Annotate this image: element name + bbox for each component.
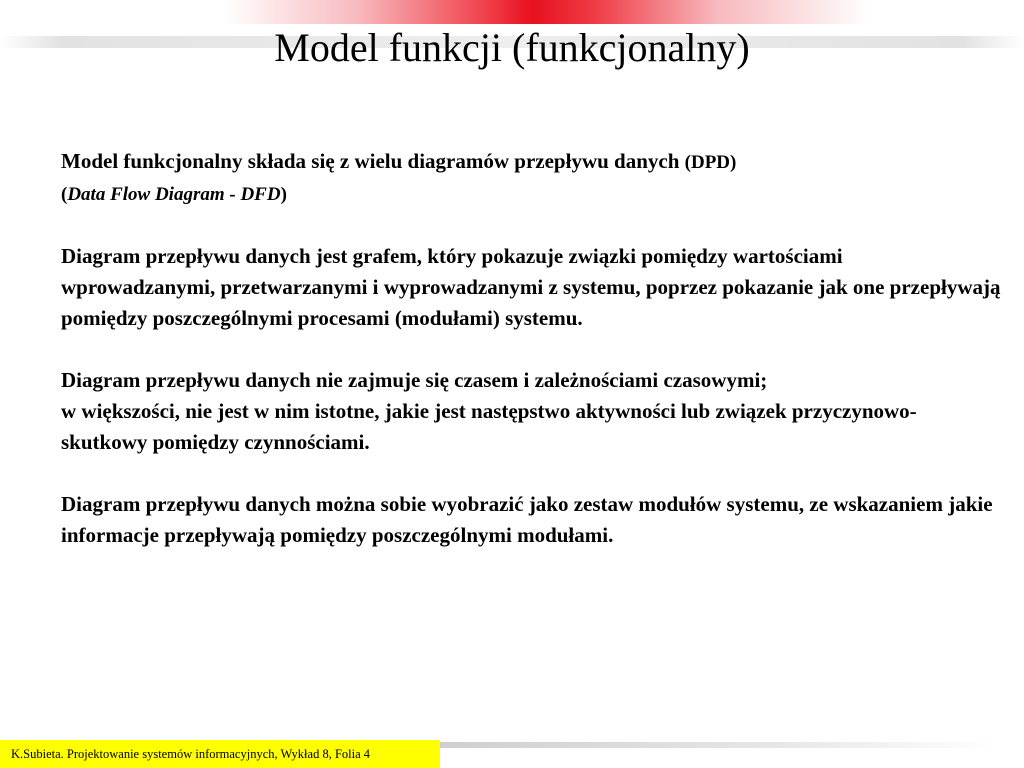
paragraph-model-definition — [61, 146, 1001, 210]
paragraph-3-line-1: Diagram przepływu danych nie zajmuje się czasem i zależnościami czasowymi; — [61, 368, 768, 392]
slide-content — [61, 146, 1001, 582]
footer-divider — [440, 742, 996, 748]
paragraph-module-set: Diagram przepływu danych można sobie wyobrazić jako zestaw modułów systemu, ze wskazaniem jakie informacje przepływają pomiędzy poszczególnymi modułami. — [61, 492, 993, 547]
paragraph-time-independence — [61, 365, 1001, 458]
english-term: Data Flow Diagram - DFD — [67, 184, 281, 205]
abbreviation-dpd: (DPD) — [684, 152, 737, 173]
paragraph-3-line-2: w większości, nie jest w nim istotne, jakie jest następstwo aktywności lub związek przyczynowo-skutkowy pomiędzy czynnościami. — [61, 399, 917, 454]
slide-title: Model funkcji (funkcjonalny) — [274, 25, 750, 70]
paragraph-diagram-graph: Diagram przepływu danych jest grafem, który pokazuje związki pomiędzy wartościami wprowadzanymi, przetwarzanymi i wyprowadzanymi z systemu, poprzez pokazanie jak one przepływają pomiędzy poszczególnymi procesami (modułami) systemu. — [61, 244, 1001, 330]
top-decorative-gradient — [0, 0, 1024, 24]
open-paren: ( — [61, 184, 68, 205]
paragraph-1-text: Model funkcjonalny składa się z wielu diagramów przepływu danych — [61, 149, 685, 173]
footer-caption: K.Subieta. Projektowanie systemów informacyjnych, Wykład 8, Folia 4 — [0, 740, 440, 768]
close-paren: ) — [280, 184, 287, 205]
